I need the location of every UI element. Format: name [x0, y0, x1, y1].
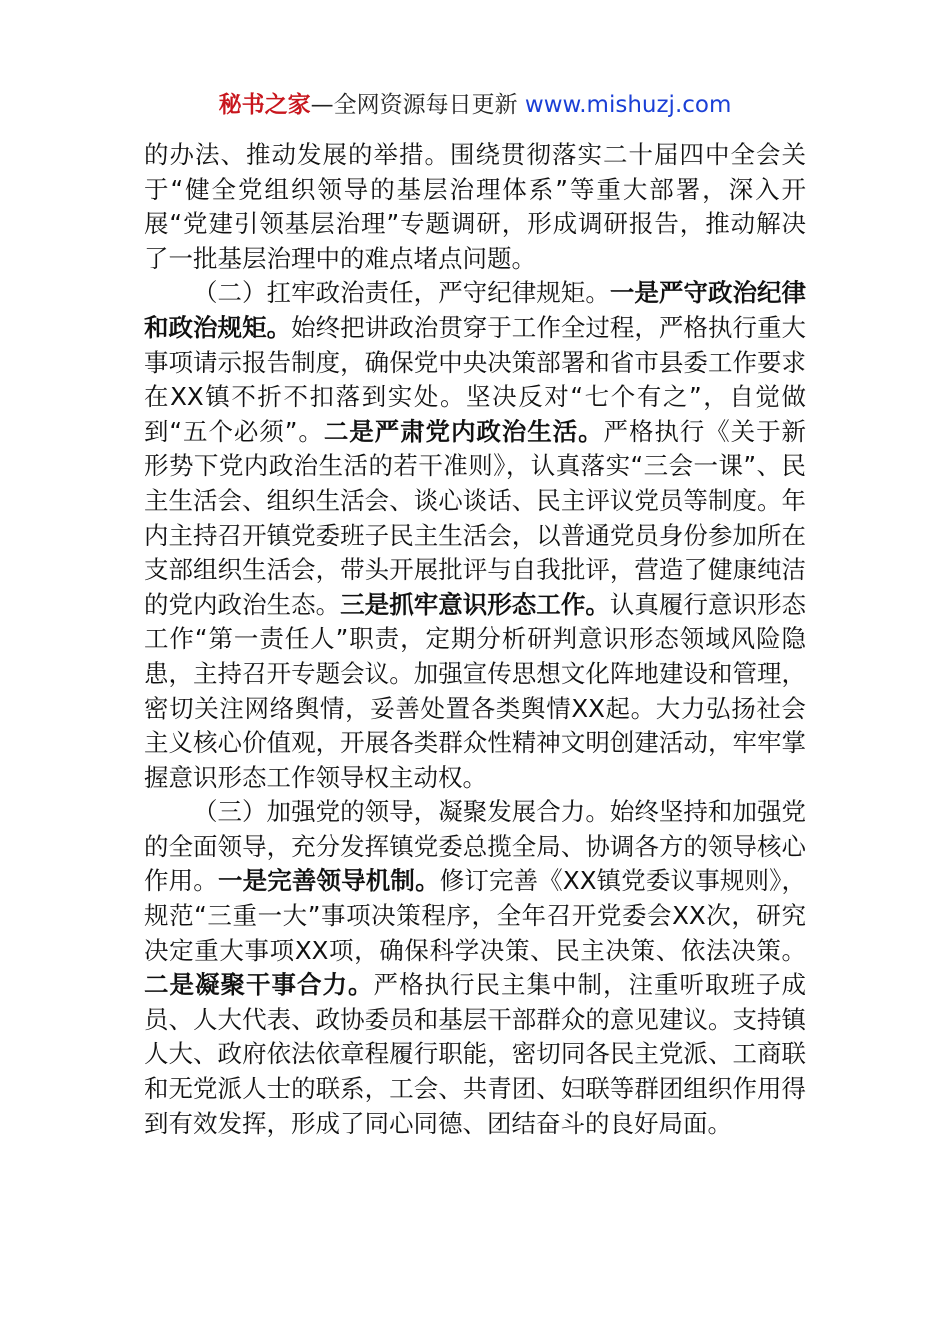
paragraph-text: 的办法、推动发展的举措。围绕贯彻落实二十届四中全会关于“健全党组织领导的基层治理体系”等重大部署，深入开展“党建引领基层治理”专题调研，形成调研报告，推动解决了一批基层治理中的难点堵点问题。 [144, 140, 806, 273]
point-heading: 二是凝聚干事合力。 [144, 970, 374, 1000]
site-url-link[interactable]: www.mishuzj.com [524, 92, 732, 118]
paragraph-2 [144, 276, 806, 795]
site-brand: 秘书之家 [218, 92, 311, 118]
paragraph-text: 始终把讲政治贯穿于工作全过程，严格执行重大事项请示报告制度，确保党中央决策部署和省市县委工作要求在XX镇不折不扣落到实处。坚决反对“七个有之”，自觉做到“五个必须”。 [144, 312, 807, 446]
section-heading: （二）扛牢政治责任，严守纪律规矩。 [193, 278, 610, 308]
paragraph-3 [144, 795, 806, 1141]
point-heading: 二是严肃党内政治生活。 [323, 416, 604, 446]
paragraph-text: 修订完善《XX镇党委议事规则》，规范“三重一大”事项决策程序，全年召开党委会XX次，研究决定重大事项XX项，确保科学决策、民主决策、依法决策。 [144, 866, 807, 965]
point-heading: 一是完善领导机制。 [217, 866, 440, 896]
section-heading: （三）加强党的领导，凝聚发展合力。始终坚持和加强党的全面领导，充分发挥镇党委总揽全局、协调各方的领导核心作用。 [144, 797, 806, 896]
site-tagline: —全网资源每日更新 [310, 92, 518, 118]
paragraph-text: 严格执行民主集中制，注重听取班子成员、人大代表、政协委员和基层干部群众的意见建议。支持镇人大、政府依法依章程履行职能，密切同各民主党派、工商联和无党派人士的联系，工会、共青团、妇联等群团组织作用得到有效发挥，形成了同心同德、团结奋斗的良好局面。 [144, 970, 806, 1138]
site-header [0, 90, 950, 120]
paragraph-text: 认真履行意识形态工作“第一责任人”职责，定期分析研判意识形态领域风险隐患，主持召开专题会议。加强宣传思想文化阵地建设和管理，密切关注网络舆情，妥善处置各类舆情XX起。大力弘扬社会主义核心价值观，开展各类群众性精神文明创建活动，牢牢掌握意识形态工作领导权主动权。 [144, 589, 807, 792]
paragraph-1 [144, 138, 806, 276]
paragraph-text: 严格执行《关于新形势下党内政治生活的若干准则》，认真落实“三会一课”、民主生活会、组织生活会、谈心谈话、民主评议党员等制度。年内主持召开镇党委班子民主生活会，以普通党员身份参加所在支部组织生活会，带头开展批评与自我批评，营造了健康纯洁的党内政治生态。 [144, 416, 807, 619]
point-heading: 三是抓牢意识形态工作。 [340, 589, 610, 619]
point-heading: 一是严守政治纪律和政治规矩。 [144, 278, 807, 342]
document-body [144, 138, 806, 1141]
